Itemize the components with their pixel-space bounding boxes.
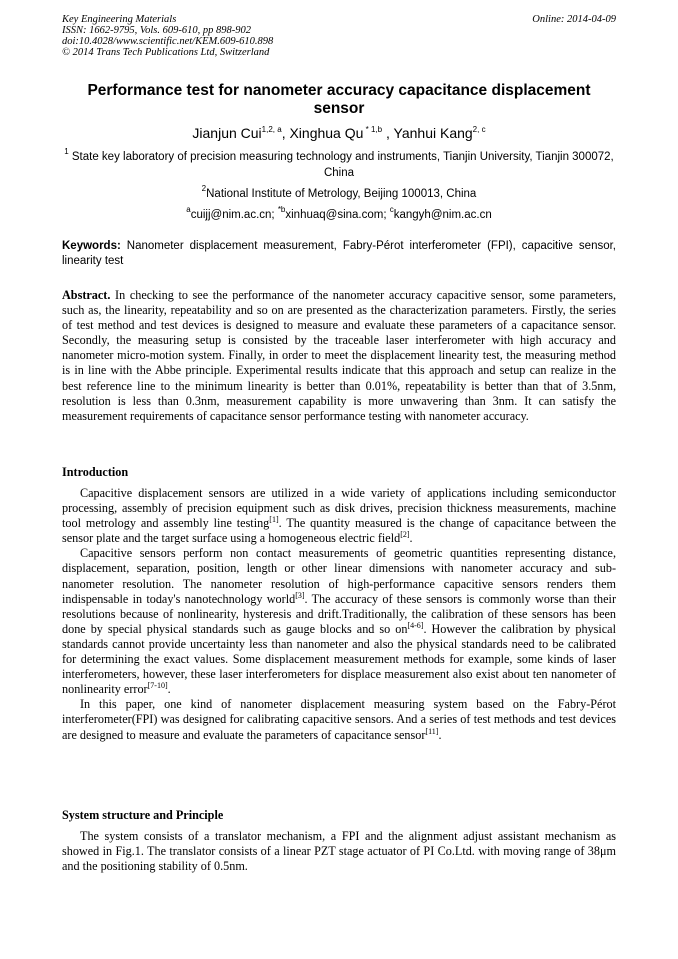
affiliation-sup: 1 xyxy=(64,147,69,156)
citation-ref[interactable]: [7-10] xyxy=(147,681,168,691)
author-sup: * 1,b xyxy=(363,125,383,134)
affiliation-1 xyxy=(62,149,616,181)
abstract-label: Abstract. xyxy=(62,288,111,302)
keywords-text: Nanometer displacement measurement, Fabry-Pérot interferometer (FPI), capacitive sensor, linearity test xyxy=(62,240,616,267)
citation-ref[interactable]: [3] xyxy=(295,590,305,600)
citation-ref[interactable]: [11] xyxy=(425,726,439,736)
paragraph-text: Capacitive displacement sensors are utilized in a wide variety of applications including semiconductor processing, assembly of precision equipment such as disk drives, precision thickness measurements, machine tool metrology and assembly line testing xyxy=(62,486,616,531)
online-date: Online: 2014-04-09 xyxy=(532,14,616,25)
email-sup: a xyxy=(186,205,191,214)
email-link[interactable]: cuijj@nim.ac.cn; xyxy=(190,209,278,221)
keywords-label: Keywords: xyxy=(62,240,121,252)
paragraph xyxy=(62,697,616,742)
paragraph-text: In this paper, one kind of nanometer displacement measuring system based on the Fabry-Pérot interferometer(FPI) was designed for calibrating capacitive sensors. And a series of test methods and test devices are designed to measure and evaluate the parameters of capacitance sensor xyxy=(62,697,616,742)
email-sup: *b xyxy=(277,205,286,214)
paragraph-text: . xyxy=(438,727,442,742)
paragraph-text: . The quantity measured is the change of capacitance between the sensor plate and the target surface using a homogeneous electric field xyxy=(62,516,616,546)
author-separator: , xyxy=(281,125,290,141)
paragraph-text: Capacitive sensors perform non contact measurements of geometric quantities representing distance, displacement, separation, position, length or other linear dimensions with nanometer accuracy and sub-nanometer resolution. The nanometer resolution of high-performance capacitive sensors renders them indispensable in today's nanotechnology world xyxy=(62,546,616,606)
email-link[interactable]: xinhuaq@sina.com; xyxy=(285,209,390,221)
paragraph-text: . However the calibration by physical standards cannot provide uncertainty less than nanometer and also the physical standards need to be calibrated for determining the exact values. Some displacement measurement methods for example, some kinds of laser interferometers, however, these laser interferometers for displace measurement also exist about ten nanometer of nonlinearity error xyxy=(62,621,616,697)
system-body xyxy=(62,829,616,874)
doi-line: doi:10.4028/www.scientific.net/KEM.609-610.898 xyxy=(62,36,274,47)
author-sup: 1,2, a xyxy=(261,125,282,134)
paragraph-text: . The accuracy of these sensors is commonly worse than their resolutions because of nonlinearity, hysteresis and drift.Traditionally, the calibration of these sensors has been done by special physical standards such as gauge blocks and so on xyxy=(62,591,616,636)
citation-ref[interactable]: [4-6] xyxy=(407,620,424,630)
citation-ref[interactable]: [1] xyxy=(269,515,279,525)
citation-ref[interactable]: [2] xyxy=(400,530,410,540)
keywords-block xyxy=(62,239,616,269)
author-separator: , xyxy=(382,125,394,141)
journal-header xyxy=(62,14,616,58)
paragraph xyxy=(62,546,616,697)
paragraph xyxy=(62,486,616,546)
email-link[interactable]: kangyh@nim.ac.cn xyxy=(393,209,492,221)
section-heading-system: System structure and Principle xyxy=(62,808,224,822)
author-name: Yanhui Kang xyxy=(393,125,473,141)
paragraph-text: . xyxy=(409,531,413,546)
copyright-line: © 2014 Trans Tech Publications Ltd, Switzerland xyxy=(62,47,270,58)
issn-line: ISSN: 1662-9795, Vols. 609-610, pp 898-902 xyxy=(62,25,251,36)
section-heading-introduction: Introduction xyxy=(62,465,129,479)
author-sup: 2, c xyxy=(472,125,486,134)
author-name: Xinghua Qu xyxy=(289,125,364,141)
author-list xyxy=(62,124,616,142)
paragraph: The system consists of a translator mechanism, a FPI and the alignment adjust assistant mechanism as showed in Fig.1. The translator consists of a linear PZT stage actuator of PI Co.Ltd. with moving range of 38μm and the positioning stability of 0.5nm. xyxy=(62,829,616,874)
author-emails xyxy=(62,207,616,223)
abstract-block xyxy=(62,288,616,424)
introduction-body xyxy=(62,486,616,743)
affiliation-text: State key laboratory of precision measuring technology and instruments, Tianjin University, Tianjin 300072, China xyxy=(68,151,614,179)
author-name: Jianjun Cui xyxy=(192,125,262,141)
email-sup: c xyxy=(389,205,394,214)
abstract-text: In checking to see the performance of the nanometer accuracy capacitive sensor, some parameters, such as, the linearity, repeatability and so on are presented as the characterization parameters. Firstly, the series of test method and test devices is designed to measure and evaluate these parameters of a capacitance sensor. Secondly, the measuring setup is consisted by the traceable laser interferometer with high accuracy and nanometer micro-motion system. Finally, in order to meet the displacement linearity test, the measuring method is in line with the Abbe principle. Experimental results indicate that this approach and setup can realize in the best reference line to the minimum linearity is better than 0.01%, repeatability is better than that of 3.5nm, resolution is less than 0.3nm, measurement capability is more unwavering than 3nm. It can satisfy the measurement requirements of capacitance sensor performance testing with nanometer accuracy. xyxy=(62,288,616,423)
paragraph-text: . xyxy=(167,682,171,697)
journal-name: Key Engineering Materials xyxy=(62,14,177,25)
paper-title: Performance test for nanometer accuracy capacitance displacement sensor xyxy=(87,82,591,117)
affiliation-text: National Institute of Metrology, Beijing 100013, China xyxy=(206,188,477,200)
affiliation-sup: 2 xyxy=(201,184,207,193)
affiliation-2 xyxy=(62,186,616,202)
